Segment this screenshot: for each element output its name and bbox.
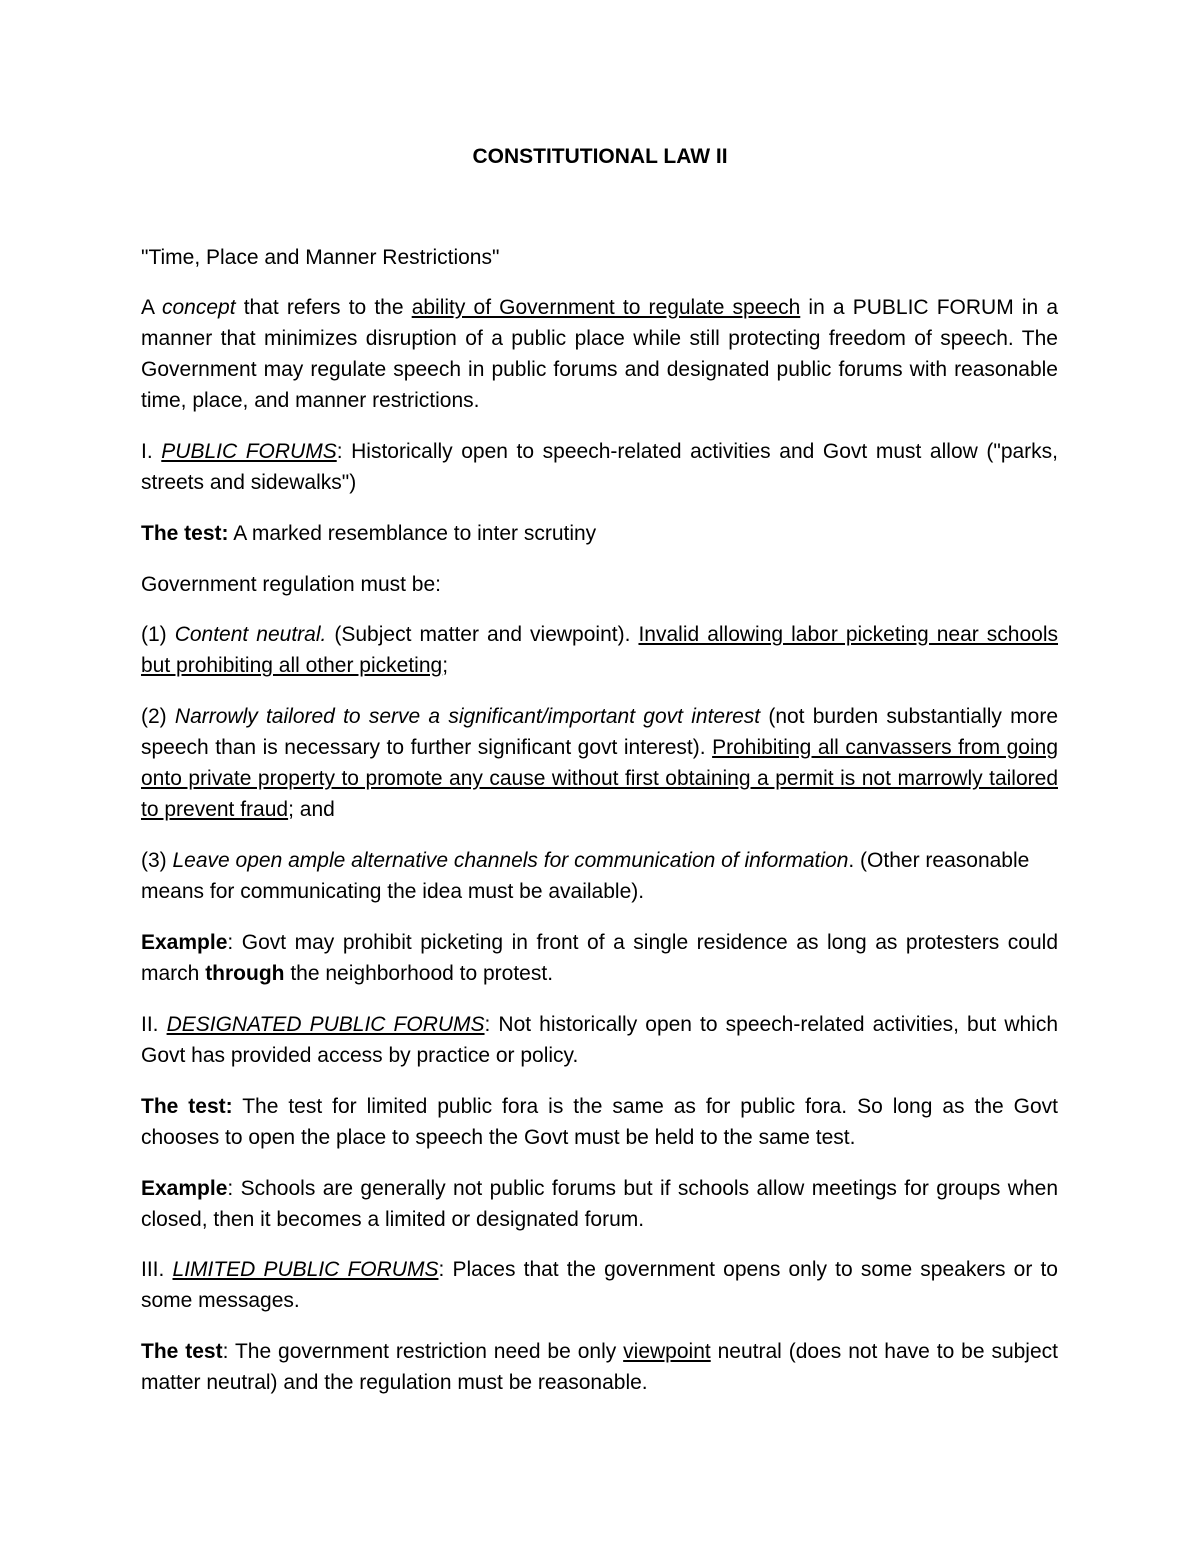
requirement-2-name: Narrowly tailored to serve a significant/important govt interest	[174, 705, 761, 728]
section-1-name: PUBLIC FORUMS	[161, 440, 337, 463]
section-3-limited-public-forums: III. LIMITED PUBLIC FORUMS: Places that the government opens only to some speakers or to some messages.	[141, 1258, 1058, 1312]
viewpoint-term: viewpoint	[623, 1340, 711, 1363]
requirement-1-name: Content neutral.	[174, 623, 327, 646]
section-3-name: LIMITED PUBLIC FORUMS	[172, 1258, 439, 1281]
requirement-2: (2) Narrowly tailored to serve a significant/important govt interest (not burden substantially more speech than is necessary to further significant govt interest). Prohibiting all canvassers from going onto private property to promote any cause without first obtaining a permit is not marrowly tailored to prevent fraud; and	[141, 705, 1058, 821]
section-1-public-forums: I. PUBLIC FORUMS: Historically open to speech-related activities and Govt must allow ("parks, streets and sidewalks")	[141, 440, 1059, 494]
example-2: Example: Schools are generally not public forums but if schools allow meetings for groups when closed, then it becomes a limited or designated forum.	[141, 1177, 1058, 1231]
intro-paragraph: A concept that refers to the ability of Government to regulate speech in a PUBLIC FORUM in a manner that minimizes disruption of a public place while still protecting freedom of speech. The Government may regulate speech in public forums and designated public forums with reasonable time, place, and manner restrictions.	[141, 296, 1059, 412]
section-heading: "Time, Place and Manner Restrictions"	[141, 246, 500, 269]
example-1: Example: Govt may prohibit picketing in front of a single residence as long as protesters could march through the neighborhood to protest.	[141, 931, 1058, 985]
government-regulation-line: Government regulation must be:	[141, 573, 441, 596]
test-1: The test: A marked resemblance to inter scrutiny	[141, 522, 597, 545]
requirement-3: (3) Leave open ample alternative channels for communication of information. (Other reasonable means for communicating the idea must be available).	[141, 849, 1030, 903]
section-2-name: DESIGNATED PUBLIC FORUMS	[166, 1013, 485, 1036]
example-1-label: Example	[141, 931, 228, 954]
concept-term: concept	[162, 296, 236, 319]
requirement-1: (1) Content neutral. (Subject matter and viewpoint). Invalid allowing labor picketing near schools but prohibiting all other picketing;	[141, 623, 1059, 677]
test-2: The test: The test for limited public fora is the same as for public fora. So long as the Govt chooses to open the place to speech the Govt must be held to the same test.	[141, 1095, 1058, 1149]
test-2-label: The test:	[141, 1095, 233, 1118]
test-3: The test: The government restriction need be only viewpoint neutral (does not have to be subject matter neutral) and the regulation must be reasonable.	[141, 1340, 1058, 1394]
example-2-label: Example	[141, 1177, 228, 1200]
section-2-designated-public-forums: II. DESIGNATED PUBLIC FORUMS: Not historically open to speech-related activities, but which Govt has provided access by practice or policy.	[141, 1013, 1059, 1067]
test-3-label: The test	[141, 1340, 223, 1363]
ability-phrase: ability of Government to regulate speech	[411, 296, 801, 319]
test-1-label: The test:	[141, 522, 229, 545]
requirement-3-name: Leave open ample alternative channels for communication of information	[172, 849, 849, 872]
document-title: CONSTITUTIONAL LAW II	[472, 145, 728, 168]
